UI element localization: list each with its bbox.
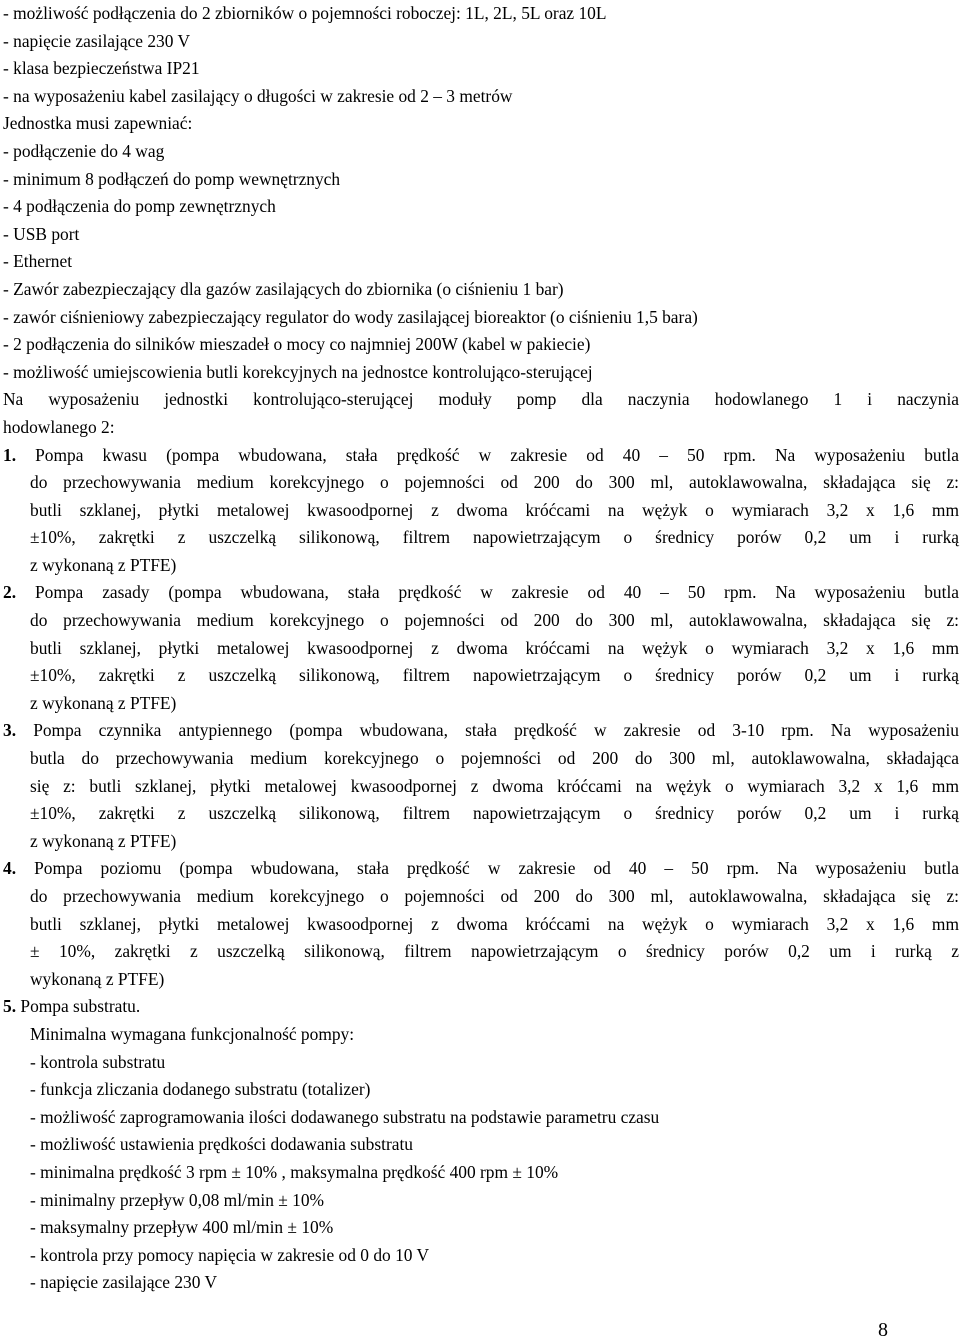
paragraph-line: ± 10%, zakrętki z uszczelką silikonową, filtrem napowietrzającym o średnicy porów 0,2 um i rurką z	[30, 941, 959, 962]
paragraph-line: ±10%, zakrętki z uszczelką silikonową, filtrem napowietrzającym o średnicy porów 0,2 um i rurką	[30, 527, 959, 548]
item-number: 3.	[3, 720, 17, 741]
list-item: - maksymalny przepływ 400 ml/min ± 10%	[30, 1217, 334, 1238]
paragraph-line: do przechowywania medium korekcyjnego o pojemności od 200 do 300 ml, autoklawowalna, składająca się z:	[30, 472, 959, 493]
list-item: - funkcja zliczania dodanego substratu (totalizer)	[30, 1079, 371, 1100]
pump-title-line: Pompa zasady (pompa wbudowana, stała prędkość w zakresie od 40 – 50 rpm. Na wyposażeniu butla	[34, 582, 959, 603]
section-heading: Jednostka musi zapewniać:	[3, 113, 193, 134]
pump-item-2	[3, 579, 959, 717]
paragraph-line: butli szklanej, płytki metalowej kwasoodpornej z dwoma króćcami na wężyk o wymiarach 3,2 x 1,6 mm	[30, 637, 959, 658]
pump-item-5	[3, 993, 959, 1297]
list-item: - podłączenie do 4 wag	[3, 140, 165, 161]
list-item: - kontrola substratu	[30, 1051, 166, 1072]
list-item: - Zawór zabezpieczający dla gazów zasilających do zbiornika (o ciśnieniu 1 bar)	[3, 278, 564, 299]
pump-title-line: Pompa kwasu (pompa wbudowana, stała prędkość w zakresie od 40 – 50 rpm. Na wyposażeniu butla	[35, 444, 959, 465]
paragraph-line: ±10%, zakrętki z uszczelką silikonową, filtrem napowietrzającym o średnicy porów 0,2 um i rurką	[30, 803, 959, 824]
list-item: - USB port	[3, 223, 80, 244]
paragraph-line: wykonaną z PTFE)	[30, 968, 165, 989]
list-item: - możliwość ustawienia prędkości dodawania substratu	[30, 1134, 413, 1155]
paragraph-line: Na wyposażeniu jednostki kontrolująco-sterującej moduły pomp dla naczynia hodowlanego 1 i naczynia	[3, 389, 959, 410]
list-item: - napięcie zasilające 230 V	[3, 30, 191, 51]
document-page	[3, 0, 959, 1297]
spec-list	[3, 0, 959, 386]
paragraph-line: do przechowywania medium korekcyjnego o pojemności od 200 do 300 ml, autoklawowalna, składająca się z:	[30, 610, 959, 631]
item-number: 4.	[3, 858, 17, 879]
list-item: - 2 podłączenia do silników mieszadeł o mocy co najmniej 200W (kabel w pakiecie)	[3, 334, 591, 355]
item-number: 2.	[3, 582, 17, 603]
list-item: - napięcie zasilające 230 V	[30, 1272, 218, 1293]
pump-item-4	[3, 855, 959, 993]
paragraph-line: do przechowywania medium korekcyjnego o pojemności od 200 do 300 ml, autoklawowalna, składająca się z:	[30, 886, 959, 906]
list-item: - minimum 8 podłączeń do pomp wewnętrznych	[3, 168, 341, 189]
list-item: - zawór ciśnieniowy zabezpieczający regulator do wody zasilającej bioreaktor (o ciśnieniu 1,5 bara)	[3, 306, 698, 327]
list-item: - Ethernet	[3, 251, 73, 272]
paragraph-line: hodowlanego 2:	[3, 416, 115, 437]
list-item: - minimalny przepływ 0,08 ml/min ± 10%	[30, 1189, 325, 1210]
functionality-heading: Minimalna wymagana funkcjonalność pompy:	[30, 1023, 355, 1044]
paragraph-line: butli szklanej, płytki metalowej kwasoodpornej z dwoma króćcami na wężyk o wymiarach 3,2 x 1,6 mm	[30, 499, 959, 520]
paragraph-line: butla do przechowywania medium korekcyjnego o pojemności od 200 do 300 ml, autoklawowalna, składająca	[30, 748, 959, 769]
pump-title-line: Pompa czynnika antypiennego (pompa wbudowana, stała prędkość w zakresie od 3-10 rpm. Na wyposażeniu	[33, 720, 959, 741]
page-number: 8	[878, 1319, 888, 1341]
paragraph-line: z wykonaną z PTFE)	[30, 692, 177, 713]
pump-title-line: Pompa poziomu (pompa wbudowana, stała prędkość w zakresie od 40 – 50 rpm. Na wyposażeniu butla	[34, 858, 959, 879]
item-number: 5.	[3, 996, 17, 1017]
paragraph-line: butli szklanej, płytki metalowej kwasoodpornej z dwoma króćcami na wężyk o wymiarach 3,2 x 1,6 mm	[30, 913, 959, 934]
list-item: - minimalna prędkość 3 rpm ± 10% , maksymalna prędkość 400 rpm ± 10%	[30, 1161, 559, 1182]
list-item: - możliwość podłączenia do 2 zbiorników o pojemności roboczej: 1L, 2L, 5L oraz 10L	[3, 3, 607, 23]
list-item: - możliwość umiejscowienia butli korekcyjnych na jednostce kontrolująco-sterującej	[3, 361, 593, 382]
item-number: 1.	[3, 444, 17, 465]
list-item: - na wyposażeniu kabel zasilający o długości w zakresie od 2 – 3 metrów	[3, 85, 513, 106]
paragraph-line: z wykonaną z PTFE)	[30, 830, 177, 851]
list-item: - kontrola przy pomocy napięcia w zakresie od 0 do 10 V	[30, 1244, 430, 1265]
list-item: - możliwość zaprogramowania ilości dodawanego substratu na podstawie parametru czasu	[30, 1106, 660, 1127]
list-item: - klasa bezpieczeństwa IP21	[3, 58, 200, 79]
paragraph-line: z wykonaną z PTFE)	[30, 554, 177, 575]
pump-title-line: Pompa substratu.	[20, 996, 141, 1017]
pump-item-3	[3, 717, 959, 855]
paragraph-line: się z: butli szklanej, płytki metalowej kwasoodpornej z dwoma króćcami na wężyk o wymiarach 3,2 x 1,6 mm	[30, 775, 959, 796]
intro-paragraph	[3, 386, 959, 441]
paragraph-line: ±10%, zakrętki z uszczelką silikonową, filtrem napowietrzającym o średnicy porów 0,2 um i rurką	[30, 665, 959, 686]
pump-item-1	[3, 442, 959, 580]
list-item: - 4 podłączenia do pomp zewnętrznych	[3, 196, 276, 217]
